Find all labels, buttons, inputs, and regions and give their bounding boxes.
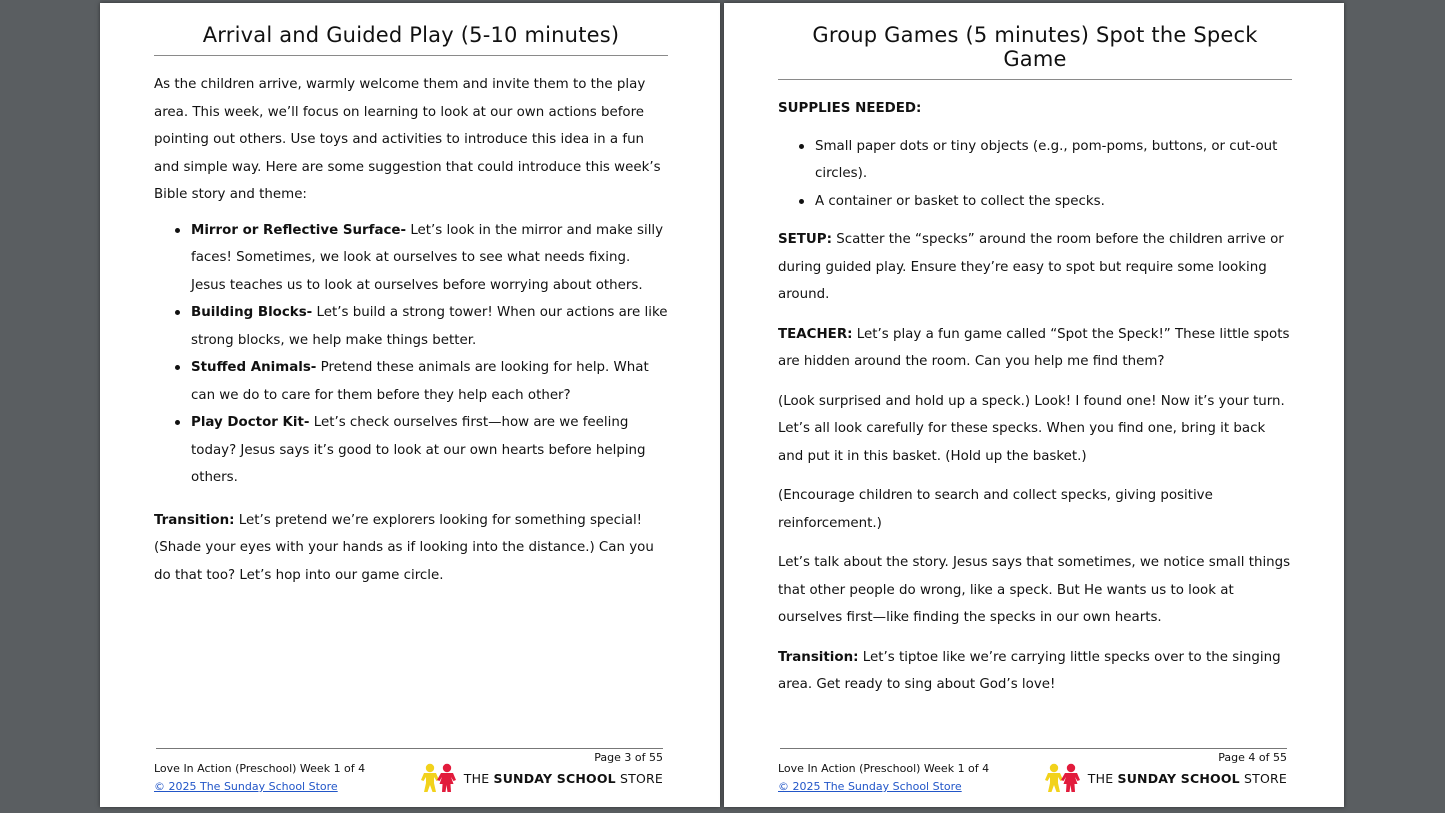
document-page-3 — [100, 3, 720, 807]
setup-paragraph — [778, 226, 1292, 309]
list-item — [191, 354, 668, 409]
footer-divider — [780, 748, 1287, 749]
list-item-text: Let’s look in the mirror and make silly faces! Sometimes, we look at ourselves to see what needs fixing. Jesus teaches us to look at ourselves before worrying about others. — [191, 222, 664, 293]
list-item: A container or basket to collect the specks. — [815, 188, 1292, 216]
list-item-text: Let’s build a strong tower! When our actions are like strong blocks, we help make things better. — [191, 305, 668, 348]
footer-info — [154, 760, 365, 796]
brand-name: THE SUNDAY SCHOOL STORE — [1087, 770, 1287, 786]
list-item-label: Building Blocks- — [191, 305, 313, 320]
intro-paragraph: As the children arrive, warmly welcome them and invite them to the play area. This week, we’ll focus on learning to look at our own actions before pointing out others. Use toys and activities to introduce this idea in a fun and simple way. Here are some suggestion that could introduce this week’s Bible story and theme: — [154, 77, 661, 202]
transition-paragraph — [154, 507, 668, 590]
transition-text: Let’s tiptoe like we’re carrying little specks over to the singing area. Get ready to sing about God’s love! — [778, 649, 1281, 692]
supplies-heading: SUPPLIES NEEDED: — [778, 101, 922, 116]
list-item-label: Stuffed Animals- — [191, 360, 317, 375]
list-item — [191, 409, 668, 492]
two-children-figures-icon — [420, 763, 458, 793]
teacher-text: Let’s play a fun game called “Spot the Speck!” These little spots are hidden around the room. Can you help me find them? — [778, 326, 1290, 369]
footer-lesson: Love In Action (Preschool) Week 1 of 4 — [154, 762, 366, 775]
page-title: Group Games (5 minutes) Spot the Speck Game — [778, 23, 1292, 80]
encourage-paragraph: (Encourage children to search and collect specks, giving positive reinforcement.) — [778, 488, 1213, 531]
play-suggestions-list — [154, 217, 668, 492]
document-page-4 — [724, 3, 1344, 807]
transition-paragraph — [778, 644, 1292, 699]
brand-name: THE SUNDAY SCHOOL STORE — [463, 770, 663, 786]
supplies-list — [778, 133, 1292, 216]
transition-label: Transition: — [154, 512, 235, 528]
page-number: Page 4 of 55 — [1218, 751, 1287, 764]
list-item — [191, 217, 668, 300]
teacher-paragraph — [778, 321, 1292, 376]
list-item: Small paper dots or tiny objects (e.g., pom-poms, buttons, or cut-out circles). — [815, 133, 1292, 188]
list-item-text: Pretend these animals are looking for help. What can we do to care for them before they help each other? — [191, 360, 649, 403]
instruction-paragraph: (Look surprised and hold up a speck.) Look! I found one! Now it’s your turn. Let’s all look carefully for these specks. When you find one, bring it back and put it in this basket. (Hold up the basket.) — [778, 393, 1285, 464]
list-item-label: Play Doctor Kit- — [191, 415, 310, 430]
footer-lesson: Love In Action (Preschool) Week 1 of 4 — [778, 762, 990, 775]
setup-label: SETUP: — [778, 232, 832, 247]
list-item-text: Let’s check ourselves first—how are we feeling today? Jesus says it’s good to look at our own hearts before helping others. — [191, 415, 646, 485]
teacher-label: TEACHER: — [778, 326, 853, 342]
transition-text: Let’s pretend we’re explorers looking for something special! (Shade your eyes with your hands as if looking into the distance.) Can you do that too? Let’s hop into our game circle. — [154, 512, 654, 583]
list-item — [191, 299, 668, 354]
copyright-link[interactable]: © 2025 The Sunday School Store — [154, 780, 338, 793]
transition-label: Transition: — [778, 649, 859, 665]
footer-info — [778, 760, 989, 796]
brand-logo — [1044, 763, 1287, 793]
story-paragraph: Let’s talk about the story. Jesus says that sometimes, we notice small things that other people do wrong, like a speck. But He wants us to look at ourselves first—like finding the specks in our own hearts. — [778, 555, 1291, 625]
two-children-figures-icon — [1044, 763, 1082, 793]
list-item-label: Mirror or Reflective Surface- — [191, 222, 407, 238]
footer-divider — [156, 748, 663, 749]
page-title: Arrival and Guided Play (5-10 minutes) — [154, 23, 668, 56]
copyright-link[interactable]: © 2025 The Sunday School Store — [778, 780, 962, 793]
page-number: Page 3 of 55 — [594, 751, 663, 764]
brand-logo — [420, 763, 663, 793]
setup-text: Scatter the “specks” around the room before the children arrive or during guided play. Ensure they’re easy to spot but require some looking around. — [778, 232, 1284, 302]
